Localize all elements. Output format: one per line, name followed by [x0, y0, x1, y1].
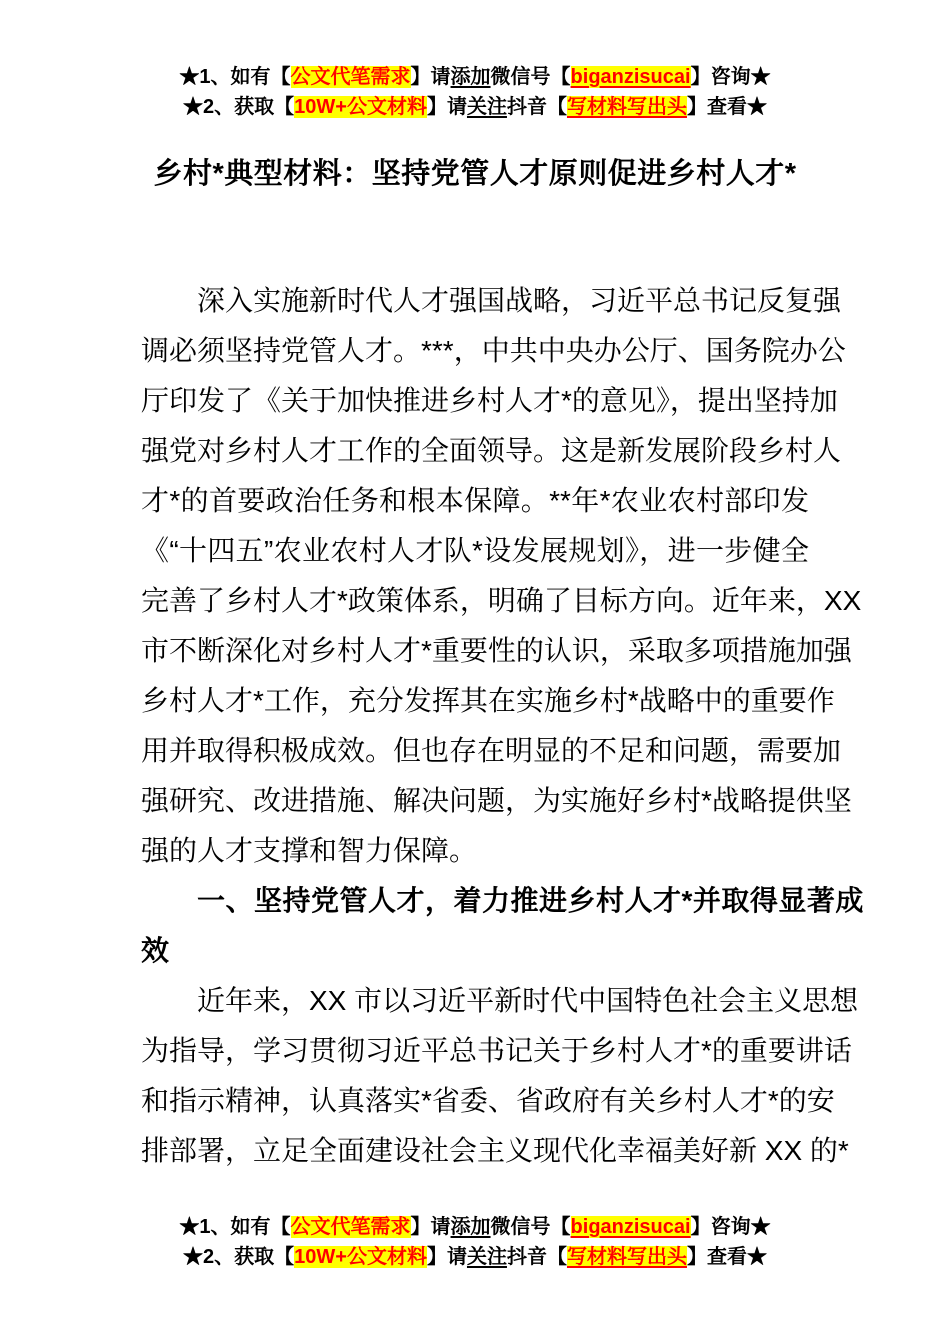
- body-text-line: 市不断深化对乡村人才*重要性的认识，采取多项措施加强: [141, 635, 852, 666]
- body-text-line: 《“十四五”农业农村人才队*设发展规划》，进一步健全: [141, 535, 809, 566]
- promo-footer-line-2: [0, 1242, 950, 1272]
- body-text-line: 排部署，立足全面建设社会主义现代化幸福美好新 XX 的*: [141, 1135, 849, 1166]
- body-text-line: 调必须坚持党管人才。***，中共中央办公厅、国务院办公: [141, 335, 846, 366]
- promo-text-segment: 】咨询★: [690, 66, 771, 88]
- promo-header: [0, 0, 950, 122]
- promo-text-segment: ★2、获取【: [183, 1246, 295, 1268]
- section-heading-line: 一、坚持党管人才，着力推进乡村人才*并取得显著成: [197, 885, 864, 916]
- promo-text-segment: 添加: [450, 1216, 491, 1238]
- promo-text-segment: 微信号【: [490, 1216, 571, 1238]
- body-text-line: 深入实施新时代人才强国战略，习近平总书记反复强: [197, 285, 842, 316]
- promo-text-segment: 抖音【: [506, 96, 567, 118]
- promo-text-segment: 抖音【: [506, 1246, 567, 1268]
- body-text-line: 用并取得积极成效。但也存在明显的不足和问题，需要加: [141, 735, 842, 766]
- promo-text-segment: 】请: [410, 1216, 451, 1238]
- body-text-line: 完善了乡村人才*政策体系，明确了目标方向。近年来，XX: [141, 585, 862, 616]
- promo-text-segment: 】查看★: [686, 1246, 767, 1268]
- promo-text-segment: ★1、如有【: [179, 1216, 291, 1238]
- body-text-line: 近年来，XX 市以习近平新时代中国特色社会主义思想: [197, 985, 859, 1016]
- promo-text-segment: 添加: [450, 66, 491, 88]
- promo-header-line-2: [0, 92, 950, 122]
- promo-text-segment: biganzisucai: [570, 1216, 691, 1238]
- document-title: 乡村*典型材料：坚持党管人才原则促进乡村人才*: [153, 158, 797, 190]
- promo-text-segment: ★1、如有【: [179, 66, 291, 88]
- body-text-line: 强党对乡村人才工作的全面领导。这是新发展阶段乡村人: [141, 435, 842, 466]
- promo-text-segment: 关注: [466, 1246, 507, 1268]
- body-text-line: 和指示精神，认真落实*省委、省政府有关乡村人才*的安: [141, 1085, 835, 1116]
- promo-text-segment: 10W+公文材料: [294, 1246, 427, 1268]
- section-heading-line: 效: [141, 935, 170, 966]
- promo-text-segment: ★2、获取【: [183, 96, 295, 118]
- promo-text-segment: biganzisucai: [570, 66, 691, 88]
- promo-footer: [0, 1212, 950, 1272]
- promo-text-segment: 关注: [466, 96, 507, 118]
- promo-text-segment: 微信号【: [490, 66, 571, 88]
- document-body: [141, 276, 864, 1176]
- promo-text-segment: 10W+公文材料: [294, 96, 427, 118]
- body-text-line: 强研究、改进措施、解决问题，为实施好乡村*战略提供坚: [141, 785, 852, 816]
- body-text-line: 才*的首要政治任务和根本保障。**年*农业农村部印发: [141, 485, 809, 516]
- promo-text-segment: 】请: [426, 1246, 467, 1268]
- promo-text-segment: 】请: [410, 66, 451, 88]
- body-text-line: 乡村人才*工作，充分发挥其在实施乡村*战略中的重要作: [141, 685, 835, 716]
- body-text-line: 为指导，学习贯彻习近平总书记关于乡村人才*的重要讲话: [141, 1035, 852, 1066]
- promo-header-line-1: [0, 62, 950, 92]
- promo-text-segment: 】查看★: [686, 96, 767, 118]
- promo-text-segment: 】咨询★: [690, 1216, 771, 1238]
- body-text-line: 强的人才支撑和智力保障。: [141, 835, 478, 866]
- promo-text-segment: 写材料写出头: [566, 1246, 687, 1268]
- body-text-line: 厅印发了《关于加快推进乡村人才*的意见》，提出坚持加: [141, 385, 838, 416]
- promo-text-segment: 】请: [426, 96, 467, 118]
- promo-text-segment: 写材料写出头: [566, 96, 687, 118]
- promo-text-segment: 公文代笔需求: [290, 66, 411, 88]
- promo-footer-line-1: [0, 1212, 950, 1242]
- promo-text-segment: 公文代笔需求: [290, 1216, 411, 1238]
